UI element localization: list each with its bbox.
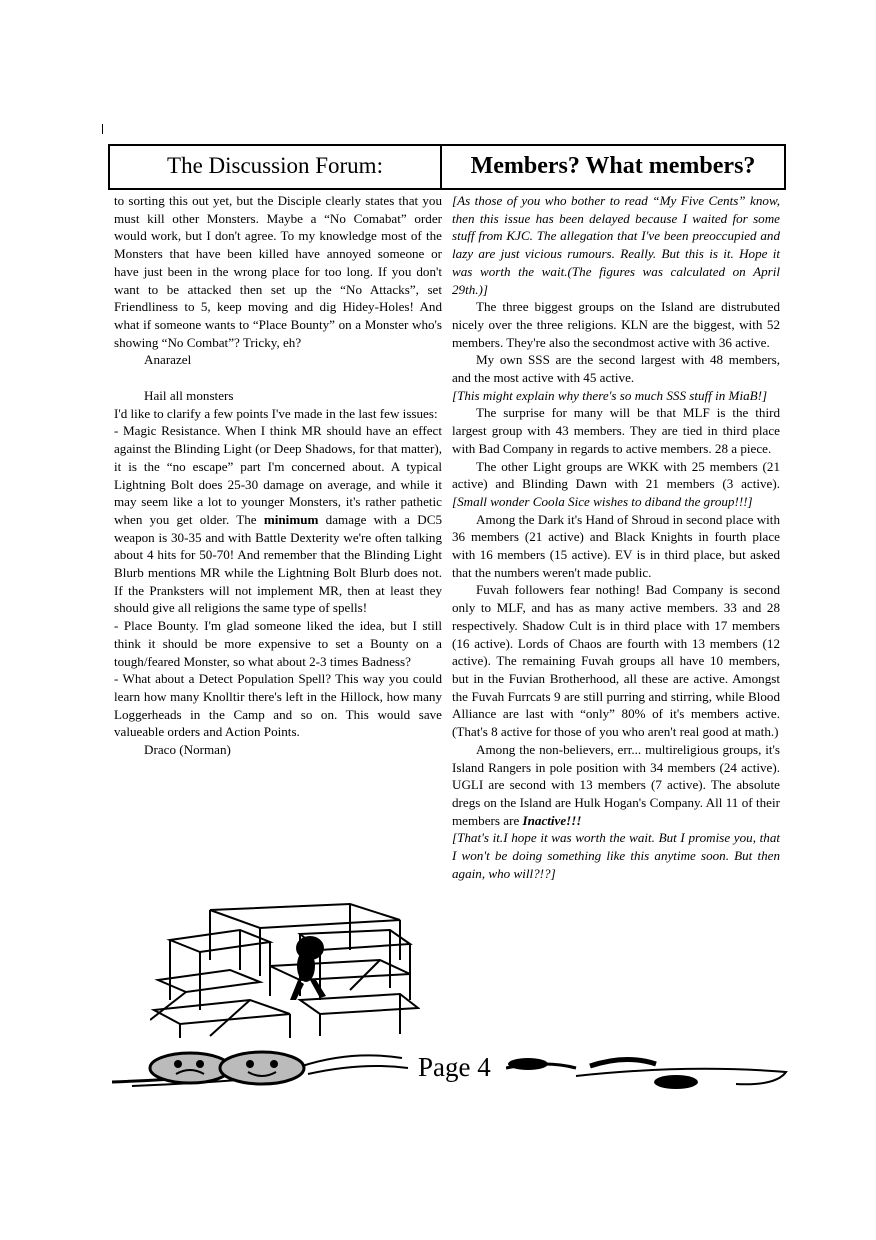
article-title: Members? What members? bbox=[470, 153, 756, 179]
text-run: damage with a DC5 weapon is 30-35 and with Battle Dexterity we're often talking about 4 hits for 50-70! And remember that the Blinding Light Blurb mentions MR while the Lightning Bolt Blurb does not. If the Pranksters will not implement MR, then at least they should give all religions the same type of spells! bbox=[114, 511, 442, 616]
right-column bbox=[452, 192, 780, 882]
letter-paragraph: to sorting this out yet, but the Disciple clearly states that you must kill other Monsters. Maybe a “No Comabat” order would work, but I don't agree. To my knowledge most of the Monsters that have been killed have annoyed someone or have just been in the wrong place for too long. If you don't want to be attacked then set up the “No Attacks”, set Friendliness to 5, keep moving and dig Hidey-Holes! And what if someone wants to “Place Bounty” on a Monster who's showing “No Combat”? Tricky, eh? bbox=[114, 193, 442, 350]
letter-greeting: Hail all monsters bbox=[144, 388, 234, 404]
text-run: The other Light groups are WKK with 25 members (21 active) and Blinding Dawn with 21 members (3 active). bbox=[452, 458, 780, 492]
editor-note: [As those of you who bother to read “My Five Cents” know, then this issue has been delayed because I waited for some stuff from KJC. The allegation that I've been preoccupied and lazy are just vicious rumours. Really. But this is it. Hope it was worth the wait.(The figures was calculated on April 29th.)] bbox=[452, 193, 780, 297]
spacer bbox=[114, 369, 442, 387]
text-run: Among the non-believers, err... multireligious groups, it's Island Rangers in pole position with 34 members (24 active). UGLI are second with 13 members (7 active). The absolute dregs on the Island are Hulk Hogan's Company. All 11 of their members are bbox=[452, 741, 780, 828]
page-number: Page 4 bbox=[418, 1052, 491, 1082]
letter-signature: Draco (Norman) bbox=[144, 742, 231, 758]
article-paragraph: The three biggest groups on the Island are distrubuted nicely over the three religions. KLN are the biggest, with 52 members. They're also the secondmost active with 36 active. bbox=[452, 299, 780, 350]
letter-paragraph: - What about a Detect Population Spell? This way you could learn how many Knolltir there's left in the Hillock, how many Loggerheads in the Camp and so on. This would save valueable orders and Action Points. bbox=[114, 671, 442, 740]
letter-paragraph: - Place Bounty. I'm glad someone liked the idea, but I still think it should be more expensive to set a Bounty on a tough/feared Monster, so what about 2-3 times Badness? bbox=[114, 618, 442, 669]
header-divider bbox=[440, 146, 442, 188]
swirl-flourish-ornament bbox=[506, 1052, 794, 1096]
article-paragraph: Among the Dark it's Hand of Shroud in second place with 36 members (21 active) and Black Knights in fourth place with 16 members (15 active). EV is in third place, but asked that the numbers weren't made public. bbox=[452, 511, 780, 580]
letter-paragraph: I'd like to clarify a few points I've made in the last few issues: bbox=[114, 405, 438, 421]
editor-note: [This might explain why there's so much SSS stuff in MiaB!] bbox=[452, 387, 768, 403]
section-title: The Discussion Forum: bbox=[167, 153, 383, 178]
article-paragraph bbox=[452, 741, 780, 830]
emphasis-text: Inactive!!! bbox=[522, 812, 582, 828]
article-paragraph: The surprise for many will be that MLF is the third largest group with 43 members. They are tied in third place with Bad Company in regards to active members. 28 a piece. bbox=[452, 405, 780, 456]
article-paragraph: My own SSS are the second largest with 48 members, and the most active with 45 active. bbox=[452, 352, 780, 386]
margin-tick bbox=[102, 124, 103, 134]
editor-note: [That's it.I hope it was worth the wait. But I promise you, that I won't be doing something like this anytime soon. But then again, who will?!?] bbox=[452, 830, 780, 881]
maze-illustration bbox=[150, 900, 420, 1040]
emphasis-text: minimum bbox=[263, 511, 319, 527]
theatre-masks-ornament bbox=[112, 1048, 412, 1090]
letter-paragraph bbox=[114, 422, 442, 617]
letter-signature: Anarazel bbox=[144, 352, 192, 368]
page-header bbox=[108, 144, 786, 190]
text-run: - Magic Resistance. When I think MR should have an effect against the Blinding Light (or Deep Shadows, for that matter), it is the “no escape” part I'm concerned about. A typical Lightning Bolt does 25-30 damage on average, and while it may seem like a lot to younger Monsters, it's rather pathetic when you get older. The bbox=[114, 423, 442, 527]
editor-note-inline: [Small wonder Coola Sice wishes to diband the group!!!] bbox=[452, 493, 753, 509]
article-paragraph: Fuvah followers fear nothing! Bad Company is second only to MLF, and has as many active members. 33 and 28 respectively. Shadow Cult is in third place with 17 members (16 active). Lords of Chaos are fourth with 13 members (12 active). The remaining Fuvah groups all have 10 members, but in the Fuvian Brotherhood, all these are active. Amongst the Fuvah Furrcats 9 are still purring and stirring, while Blood Alliance are last with “only” 80% of it's members active. (That's 8 active for those of you who aren't real good at math.) bbox=[452, 582, 780, 740]
left-column bbox=[114, 192, 442, 759]
article-paragraph bbox=[452, 458, 780, 511]
